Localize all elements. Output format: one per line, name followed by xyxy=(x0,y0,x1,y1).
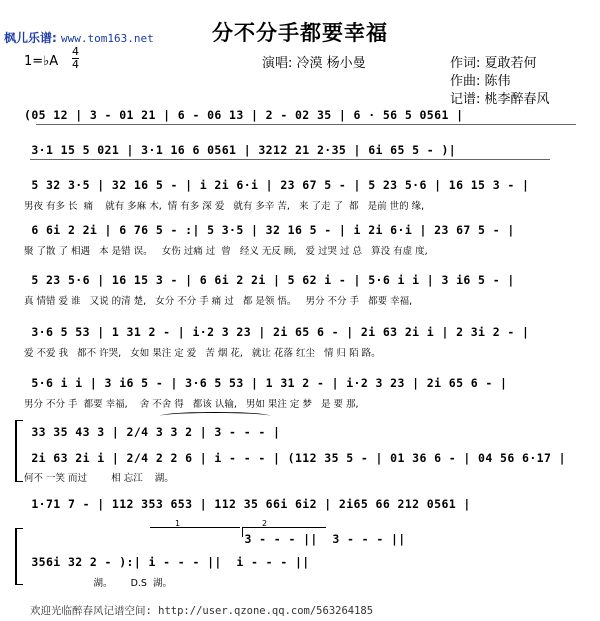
song-title: 分不分手都要幸福 xyxy=(212,20,388,45)
staff-row-3-notes: 5 32 3·5 | 32 16 5 - | i 2i 6·i | 23 67 5 - | 5 23 5·6 | 16 15 3 - | xyxy=(24,178,530,192)
staff-row-4-lyrics: 聚 了散 了 相遇 本 是错 误。 女伤 过痛 过 曾 经义 无反 顾, 爱 过哭 过 总 算没 有虚 度, xyxy=(24,246,428,257)
singers: 演唱: 冷漠 杨小曼 xyxy=(262,56,366,71)
staff-row-9-lyrics: 何不 一笑 而过 相 忘江 湖。 xyxy=(24,473,174,484)
staff-row-12-notes: 356i 32 2 - ):| i - - - || i - - - || xyxy=(24,555,310,569)
volta-1-number: 1 xyxy=(175,519,181,528)
volta-2-bracket xyxy=(242,527,326,528)
site-name: 枫儿乐谱: xyxy=(4,31,57,45)
staff-row-5-notes: 5 23 5·6 | 16 15 3 - | 6 6i 2 2i | 5 62 i - | 5·6 i i | 3 i6 5 - | xyxy=(24,273,515,287)
site-url[interactable]: www.tom163.net xyxy=(61,32,154,45)
site-banner xyxy=(4,29,154,46)
transcriber: 记谱: 桃李醉春风 xyxy=(450,92,550,107)
underline-row-1 xyxy=(36,124,576,125)
tie-arc xyxy=(160,412,270,420)
staff-row-1-notes: (05 12 | 3 - 01 21 | 6 - 06 13 | 2 - 02 35 | 6 · 56 5 0561 | xyxy=(24,108,464,122)
time-signature-bottom: 4 xyxy=(72,58,79,71)
staff-row-7-lyrics: 男分 不分 手 都要 幸福, 舍 不舍 得 都该 认输, 男如 果注 定 梦 是 要 那, xyxy=(24,399,359,410)
staff-row-2-notes: 3·1 15 5 021 | 3·1 16 6 0561 | 3212 21 2·35 | 6i 65 5 - )| xyxy=(24,143,457,157)
key-signature: 1=♭A xyxy=(24,54,59,69)
staff-row-12-lyrics: 湖。 D.S 湖。 xyxy=(24,578,172,589)
composer: 作曲: 陈伟 xyxy=(450,74,511,89)
footer-link[interactable]: 欢迎光临醉春风记谱空间: http://user.qzone.qq.com/563264185 xyxy=(30,605,374,617)
duet-brace xyxy=(15,420,23,482)
underline-row-2 xyxy=(30,159,550,160)
staff-row-6-lyrics: 爱 不爱 我 都不 许哭, 女如 果注 定 爱 苦 烟 花, 就让 花落 红尘 情 归 陌 路。 xyxy=(24,348,381,359)
volta-1-bracket xyxy=(150,527,240,528)
staff-row-8-notes: 33 35 43 3 | 2/4 3 3 2 | 3 - - - | xyxy=(24,425,281,439)
time-signature-top: 4 xyxy=(72,45,79,58)
duet-brace-ending xyxy=(15,528,23,585)
time-signature xyxy=(72,47,79,70)
staff-row-4-notes: 6 6i 2 2i | 6 76 5 - :| 5 3·5 | 32 16 5 - | i 2i 6·i | 23 67 5 - | xyxy=(24,223,515,237)
staff-row-7-notes: 5·6 i i | 3 i6 5 - | 3·6 5 53 | 1 31 2 - | i·2 3 23 | 2i 65 6 - | xyxy=(24,376,508,390)
staff-row-3-lyrics: 男夜 有多 长 痛 就有 多麻 木, 情 有多 深 爱 就有 多辛 苦, 来 了走 了 都 是前 世的 缘, xyxy=(24,201,425,212)
staff-row-11-notes: 3 - - - || 3 - - - || xyxy=(120,532,406,546)
staff-row-5-lyrics: 真 情错 爱 谁 又说 的清 楚, 女分 不分 手 痛 过 都 是领 悟。 男分 不分 手 都要 幸福, xyxy=(24,296,413,307)
staff-row-6-notes: 3·6 5 53 | 1 31 2 - | i·2 3 23 | 2i 65 6 - | 2i 63 2i i | 2 3i 2 - | xyxy=(24,325,530,339)
staff-row-9-notes: 2i 63 2i i | 2/4 2 2 6 | i - - - | (112 35 5 - | 01 36 6 - | 04 56 6·17 | xyxy=(24,451,566,465)
lyricist: 作词: 夏敢若何 xyxy=(450,56,537,71)
volta-2-number: 2 xyxy=(262,519,268,528)
staff-row-10-notes: 1·71 7 - | 112 353 653 | 112 35 66i 6i2 | 2i65 66 212 0561 | xyxy=(24,497,471,511)
